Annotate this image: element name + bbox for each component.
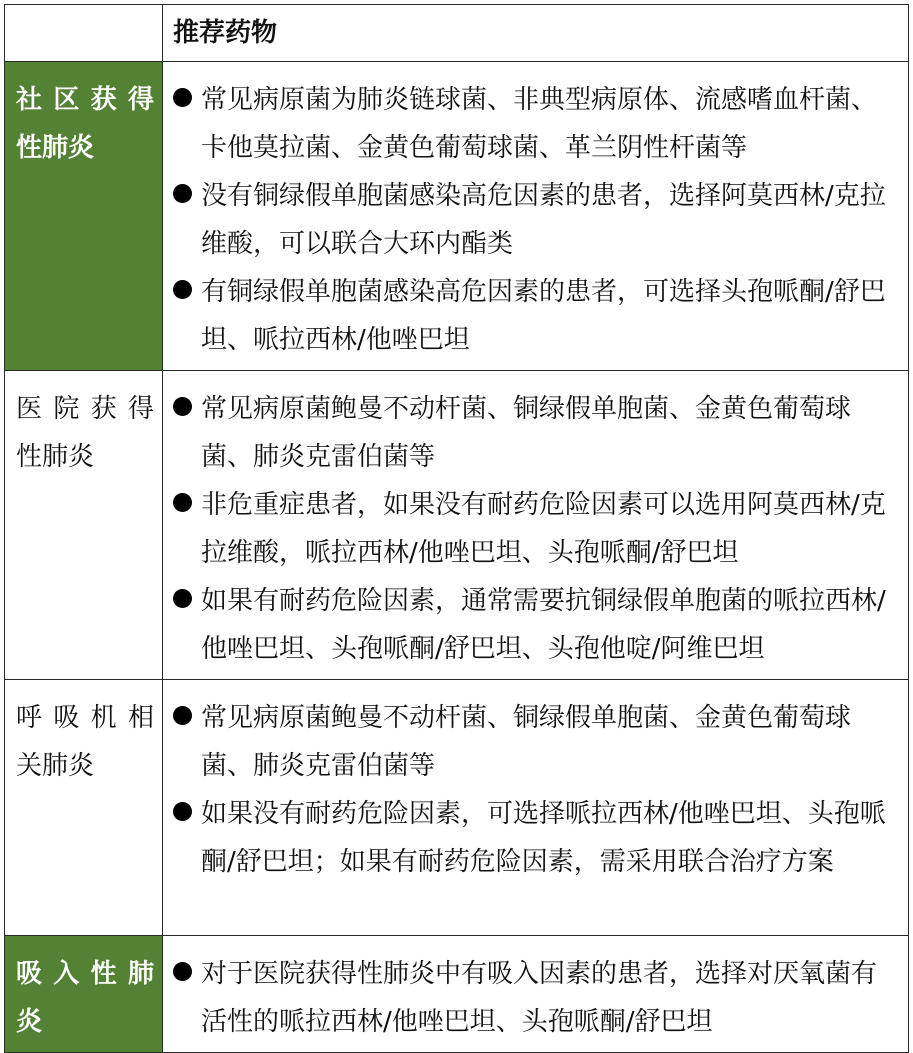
bullet-text: 常见病原菌鲍曼不动杆菌、铜绿假单胞菌、金黄色葡萄球菌、肺炎克雷伯菌等 bbox=[201, 703, 852, 781]
category-label-line: 吸 入 性 肺 bbox=[16, 959, 154, 989]
bullet-text: 对于医院获得性肺炎中有吸入因素的患者，选择对厌氧菌有活性的哌拉西林/他唑巴坦、头孢哌酮/舒巴坦 bbox=[201, 959, 878, 1037]
bullet-item bbox=[173, 385, 898, 481]
bullet-dot-icon bbox=[173, 589, 192, 608]
category-label-line: 呼 吸 机 相 bbox=[16, 703, 154, 733]
category-label-line: 社 区 获 得 bbox=[16, 85, 154, 115]
category-label-line: 性肺炎 bbox=[16, 442, 95, 472]
bullet-item bbox=[173, 76, 898, 172]
bullet-dot-icon bbox=[173, 802, 192, 821]
bullet-item bbox=[173, 268, 898, 364]
category-label-line: 关肺炎 bbox=[16, 751, 95, 781]
bullet-dot-icon bbox=[173, 493, 192, 512]
bullet-item bbox=[173, 790, 898, 886]
header-row bbox=[5, 5, 909, 62]
recommendation-cell bbox=[163, 62, 909, 371]
bullet-dot-icon bbox=[173, 397, 192, 416]
bullet-dot-icon bbox=[173, 88, 192, 107]
row-community-acquired-pneumonia bbox=[5, 62, 909, 371]
row-aspiration-pneumonia bbox=[5, 936, 909, 1053]
recommendation-cell bbox=[163, 936, 909, 1053]
bullet-dot-icon bbox=[173, 962, 192, 981]
category-label-line: 医 院 获 得 bbox=[16, 394, 154, 424]
header-empty-cell bbox=[5, 5, 163, 62]
bullet-dot-icon bbox=[173, 184, 192, 203]
bullet-dot-icon bbox=[173, 706, 192, 725]
category-label-line: 炎 bbox=[16, 1007, 43, 1037]
bullet-text: 非危重症患者，如果没有耐药危险因素可以选用阿莫西林/克拉维酸，哌拉西林/他唑巴坦、头孢哌酮/舒巴坦 bbox=[201, 490, 886, 568]
category-cell bbox=[5, 936, 163, 1053]
category-cell bbox=[5, 371, 163, 680]
category-cell bbox=[5, 680, 163, 936]
header-recommended-drugs: 推荐药物 bbox=[163, 5, 909, 62]
recommendation-cell bbox=[163, 371, 909, 680]
bullet-item bbox=[173, 481, 898, 577]
bullet-text: 没有铜绿假单胞菌感染高危因素的患者，选择阿莫西林/克拉维酸，可以联合大环内酯类 bbox=[201, 181, 886, 259]
category-cell bbox=[5, 62, 163, 371]
drug-recommendation-table bbox=[4, 4, 909, 1053]
bullet-item bbox=[173, 172, 898, 268]
bullet-text: 如果有耐药危险因素，通常需要抗铜绿假单胞菌的哌拉西林/他唑巴坦、头孢哌酮/舒巴坦、头孢他啶/阿维巴坦 bbox=[201, 586, 886, 664]
category-label-line: 性肺炎 bbox=[16, 133, 95, 163]
bullet-item bbox=[173, 950, 898, 1046]
row-ventilator-associated-pneumonia bbox=[5, 680, 909, 936]
bullet-text: 有铜绿假单胞菌感染高危因素的患者，可选择头孢哌酮/舒巴坦、哌拉西林/他唑巴坦 bbox=[201, 277, 886, 355]
bullet-text: 如果没有耐药危险因素，可选择哌拉西林/他唑巴坦、头孢哌酮/舒巴坦；如果有耐药危险因素，需采用联合治疗方案 bbox=[201, 799, 886, 877]
bullet-item bbox=[173, 694, 898, 790]
bullet-text: 常见病原菌为肺炎链球菌、非典型病原体、流感嗜血杆菌、卡他莫拉菌、金黄色葡萄球菌、革兰阴性杆菌等 bbox=[201, 85, 878, 163]
bullet-item bbox=[173, 577, 898, 673]
recommendation-cell bbox=[163, 680, 909, 936]
bullet-dot-icon bbox=[173, 280, 192, 299]
row-hospital-acquired-pneumonia bbox=[5, 371, 909, 680]
bullet-text: 常见病原菌鲍曼不动杆菌、铜绿假单胞菌、金黄色葡萄球菌、肺炎克雷伯菌等 bbox=[201, 394, 852, 472]
